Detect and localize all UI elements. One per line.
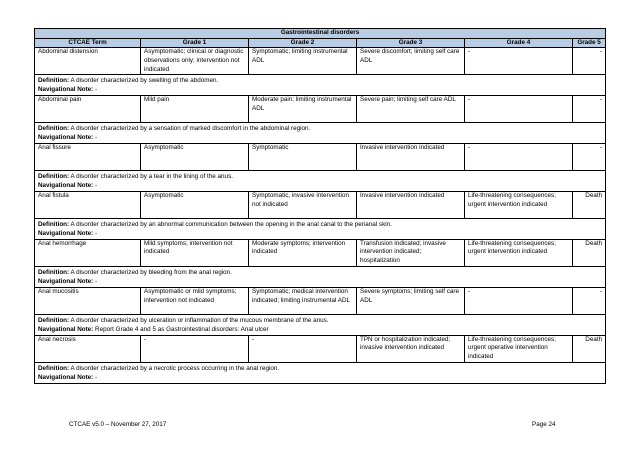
definition-cell: [35, 314, 606, 326]
nav-note-cell: [35, 86, 606, 95]
definition-text: A disorder characterized by swelling of the abdomen.: [70, 77, 219, 85]
grade-cell: Transfusion indicated; invasive intervention indicated; hospitalization: [357, 239, 465, 266]
nav-note-cell: [35, 134, 606, 143]
grade-cell: -: [573, 143, 606, 170]
nav-note-row: [35, 374, 606, 383]
table-row: [35, 239, 606, 266]
table-row: [35, 96, 606, 123]
grade-cell: -: [573, 96, 606, 123]
grade-cell: Mild symptoms; intervention not indicated: [141, 239, 249, 266]
footer-page-number: Page 24: [532, 421, 556, 428]
table-row: [35, 287, 606, 314]
definition-text: A disorder characterized by ulceration or inflammation of the mucous membrane of the anus.: [70, 316, 329, 324]
nav-note-cell: [35, 230, 606, 239]
grade-cell: Severe symptoms; limiting self care ADL: [357, 287, 465, 314]
nav-note-text: -: [95, 277, 98, 285]
definition-cell: [35, 75, 606, 87]
grade-cell: -: [465, 48, 573, 75]
nav-note-text: Report Grade 4 and 5 as Gastrointestinal disorders: Anal ulcer: [95, 325, 269, 333]
definition-text: A disorder characterized by a sensation of marked discomfort in the abdominal region.: [70, 125, 311, 133]
grade-cell: Mild pain: [141, 96, 249, 123]
definition-row: [35, 75, 606, 87]
grade-cell: -: [465, 96, 573, 123]
definition-row: [35, 314, 606, 326]
nav-note-text: -: [95, 134, 98, 142]
grade-cell: Severe pain; limiting self care ADL: [357, 96, 465, 123]
nav-note-row: [35, 278, 606, 287]
table-title: Gastrointestinal disorders: [35, 29, 606, 39]
nav-note-text: -: [95, 229, 98, 237]
definition-text: A disorder characterized by an abnormal communication between the opening in the anal canal to the perianal skin.: [70, 220, 392, 228]
definition-cell: [35, 218, 606, 230]
nav-note-label: Navigational Note:: [38, 134, 94, 142]
grade-cell: Symptomatic; limiting instrumental ADL: [249, 48, 357, 75]
term-cell: Anal fissure: [35, 143, 141, 170]
grade-cell: Life-threatening consequences; urgent intervention indicated: [465, 191, 573, 218]
grade-cell: Symptomatic: [249, 143, 357, 170]
term-cell: Anal hemorrhage: [35, 239, 141, 266]
table-row: [35, 191, 606, 218]
definition-cell: [35, 170, 606, 182]
definition-cell: [35, 362, 606, 374]
nav-note-label: Navigational Note:: [38, 229, 94, 237]
nav-note-cell: [35, 278, 606, 287]
column-header-row: [35, 38, 606, 48]
grade-cell: TPN or hospitalization indicated; invasive intervention indicated: [357, 335, 465, 362]
nav-note-label: Navigational Note:: [38, 277, 94, 285]
nav-note-row: [35, 134, 606, 143]
nav-note-text: -: [95, 373, 98, 381]
grade-cell: -: [573, 287, 606, 314]
table-row: [35, 48, 606, 75]
column-header: CTCAE Term: [35, 38, 141, 48]
grade-cell: Invasive intervention indicated: [357, 191, 465, 218]
grade-cell: Asymptomatic or mild symptoms; intervention not indicated: [141, 287, 249, 314]
grade-cell: -: [465, 143, 573, 170]
definition-text: A disorder characterized by bleeding from the anal region.: [70, 268, 232, 276]
definition-cell: [35, 123, 606, 135]
column-header: Grade 4: [465, 38, 573, 48]
column-header: Grade 5: [573, 38, 606, 48]
definition-label: Definition:: [38, 77, 70, 85]
footer-version: CTCAE v5.0 – November 27, 2017: [69, 421, 167, 428]
definition-label: Definition:: [38, 125, 70, 133]
nav-note-label: Navigational Note:: [38, 373, 94, 381]
nav-note-row: [35, 86, 606, 95]
grade-cell: Moderate symptoms; intervention indicated: [249, 239, 357, 266]
grade-cell: Life-threatening consequences; urgent operative intervention indicated: [465, 335, 573, 362]
nav-note-cell: [35, 374, 606, 383]
ctcae-table: [34, 28, 606, 384]
column-header: Grade 3: [357, 38, 465, 48]
grade-cell: -: [141, 335, 249, 362]
definition-row: [35, 362, 606, 374]
grade-cell: Moderate pain; limiting instrumental ADL: [249, 96, 357, 123]
term-cell: Anal mucositis: [35, 287, 141, 314]
nav-note-label: Navigational Note:: [38, 86, 94, 94]
term-cell: Anal necrosis: [35, 335, 141, 362]
column-header: Grade 2: [249, 38, 357, 48]
nav-note-text: -: [95, 181, 98, 189]
nav-note-label: Navigational Note:: [38, 181, 94, 189]
definition-text: A disorder characterized by a tear in the lining of the anus.: [70, 172, 233, 180]
nav-note-row: [35, 230, 606, 239]
grade-cell: Symptomatic; medical intervention indicated; limiting instrumental ADL: [249, 287, 357, 314]
nav-note-row: [35, 326, 606, 335]
nav-note-cell: [35, 182, 606, 191]
term-cell: Anal fistula: [35, 191, 141, 218]
grade-cell: Death: [573, 191, 606, 218]
grade-cell: Life-threatening consequences; urgent intervention indicated: [465, 239, 573, 266]
definition-cell: [35, 266, 606, 278]
nav-note-label: Navigational Note:: [38, 325, 94, 333]
table-body: [35, 48, 606, 384]
term-cell: Abdominal distension: [35, 48, 141, 75]
definition-label: Definition:: [38, 220, 70, 228]
nav-note-text: -: [95, 86, 98, 94]
ctcae-page: [34, 28, 605, 384]
term-cell: Abdominal pain: [35, 96, 141, 123]
definition-label: Definition:: [38, 172, 70, 180]
definition-label: Definition:: [38, 364, 70, 372]
grade-cell: -: [465, 287, 573, 314]
grade-cell: Symptomatic, invasive intervention not indicated: [249, 191, 357, 218]
grade-cell: Asymptomatic: [141, 143, 249, 170]
definition-row: [35, 123, 606, 135]
grade-cell: Severe discomfort; limiting self care ADL: [357, 48, 465, 75]
grade-cell: Invasive intervention indicated: [357, 143, 465, 170]
grade-cell: -: [573, 48, 606, 75]
table-row: [35, 143, 606, 170]
definition-row: [35, 170, 606, 182]
grade-cell: Asymptomatic: [141, 191, 249, 218]
grade-cell: Asymptomatic; clinical or diagnostic observations only; intervention not indicated: [141, 48, 249, 75]
column-header: Grade 1: [141, 38, 249, 48]
table-row: [35, 335, 606, 362]
definition-text: A disorder characterized by a necrotic process occurring in the anal region.: [70, 364, 280, 372]
definition-label: Definition:: [38, 268, 70, 276]
nav-note-row: [35, 182, 606, 191]
definition-row: [35, 266, 606, 278]
grade-cell: Death: [573, 239, 606, 266]
definition-label: Definition:: [38, 316, 70, 324]
definition-row: [35, 218, 606, 230]
nav-note-cell: [35, 326, 606, 335]
grade-cell: -: [249, 335, 357, 362]
grade-cell: Death: [573, 335, 606, 362]
